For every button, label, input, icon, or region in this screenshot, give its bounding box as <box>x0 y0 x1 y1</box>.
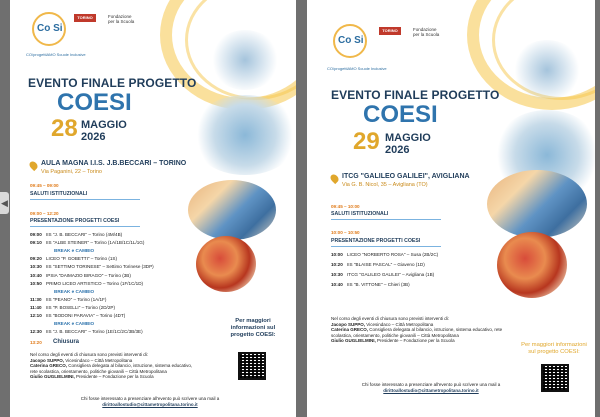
break-label: BREAK e CAMBIO <box>54 288 95 294</box>
schedule-time: 09:00 <box>30 232 42 237</box>
event-year: 2026 <box>81 131 106 143</box>
qr-code-icon[interactable] <box>238 352 266 380</box>
schedule-time: 09:20 <box>30 256 42 262</box>
project-title: COESI <box>57 89 132 116</box>
event-heading: EVENTO FINALE PROGETTO <box>331 88 500 102</box>
location-pin-icon <box>329 173 340 184</box>
students-photo <box>487 170 587 238</box>
logo-label: Co Si <box>37 23 63 34</box>
project-title: COESI <box>363 101 438 128</box>
schedule-item: ITCG "GALILEO GALILEI" – Avigliana (1B) <box>347 272 435 277</box>
partner-logo-fondazione: Fondazione per la Scuola <box>413 27 440 37</box>
break-label: BREAK e CAMBIO <box>54 321 95 327</box>
schedule-item: IIS "PEANO" – Torino (1A/1F) <box>46 296 107 302</box>
event-day: 29 <box>353 128 380 155</box>
schedule-item: IIS "BODONI PARAVIA" – Torino (4DT) <box>46 313 126 318</box>
schedule-item: IIS "ALBE STEINER" – Torino (1A/1B/1C/1L/1G) <box>46 240 145 246</box>
flyer-page-right <box>307 0 595 417</box>
schedule-item: LICEO "NORBERTO ROSA" – Susa (2B/2C) <box>347 252 439 257</box>
divider <box>30 199 140 200</box>
time-slot: 10:00 – 10:50 <box>331 230 360 235</box>
speakers-block: Nel corso degli eventi di chiusura sono previsti interventi di: Jacopo SUPPO, Vicesindaco – Città Metropolitana Caterina GRECO, Consigliera delegata al bilancio, istruzione, sistema educativo, rete scolastica, orientamento, politiche giovanili – Città Metropolitana Giulio GUGLIELMINI, Presidente – Fondazione per la Scuola <box>30 352 193 380</box>
students-photo <box>188 180 276 240</box>
tagline: CO/progettiAMO Scuole Inclusive <box>26 52 86 57</box>
schedule-time: 09:10 <box>30 240 42 246</box>
schedule-time: 10:30 <box>30 264 42 270</box>
venue-address: Via Paganini, 22 – Torino <box>41 169 102 175</box>
schedule-item: IIS "P. BOSELLI" – Torino (2D/2P) <box>46 304 115 310</box>
venue-name: ITCG "GALILEO GALILEI", AVIGLIANA <box>342 173 470 180</box>
partner-logo-torino: TORINO METROPOLI <box>379 28 403 41</box>
venue-name: AULA MAGNA I.I.S. J.B.BECCARI – TORINO <box>41 160 187 167</box>
flyer-page-left <box>10 0 296 417</box>
divider <box>331 219 441 220</box>
time-slot: 09:45 – 10:00 <box>331 204 360 209</box>
event-month: MAGGIO <box>385 132 431 144</box>
paint-splash <box>512 40 582 100</box>
event-day: 28 <box>51 115 78 142</box>
time-slot: 09:00 – 12:20 <box>30 211 59 216</box>
schedule-time: 11:40 <box>30 304 42 310</box>
artwork-photo <box>497 232 567 298</box>
divider <box>331 246 441 247</box>
partner-logo-fondazione: Fondazione per la Scuola <box>108 14 135 24</box>
logo-label: Co Si <box>338 35 364 46</box>
time-slot: 09:45 – 09:00 <box>30 183 59 188</box>
partner-logo-torino: TORINO METROPOLI <box>74 15 98 28</box>
info-label: Per maggiori informazioni sul progetto COESI: <box>521 342 587 355</box>
schedule-time: 11:30 <box>30 296 42 302</box>
schedule-item: LICEO "P. GOBETTI" – Torino (1S) <box>46 256 117 262</box>
schedule-time: 10:40 <box>331 282 343 287</box>
paint-splash <box>190 95 296 175</box>
schedule-item: IIS "SETTIMO TORINESE" – Settimo Torinese (3DP) <box>46 264 154 270</box>
divider <box>30 226 140 227</box>
schedule-item: IPSIA "DAIMAZIO BIRAGO" – Torino (3B) <box>46 272 131 278</box>
paint-splash <box>210 30 280 90</box>
schedule-item: IIS "J. B. BECCARI" – Torino (4M/4B) <box>46 232 123 237</box>
chevron-left-icon[interactable]: ◀ <box>0 192 9 214</box>
schedule-item: PRIMO LICEO ARTISTICO – Torino (1F/1C/1D) <box>46 280 144 286</box>
time-slot: 13:20 <box>30 340 42 345</box>
event-year: 2026 <box>385 144 410 156</box>
schedule-item: IIS "J. B. BECCARI" – Torino (1E/1C/2C/3B/3E) <box>46 329 143 335</box>
artwork-photo <box>196 236 256 292</box>
break-label: BREAK e CAMBIO <box>54 248 95 254</box>
section-title: SALUTI ISTITUZIONALI <box>331 211 389 217</box>
schedule-time: 10:20 <box>331 262 343 267</box>
event-heading: EVENTO FINALE PROGETTO <box>28 76 197 90</box>
schedule-time: 12:10 <box>30 313 42 318</box>
schedule-time: 10:00 <box>331 252 343 257</box>
qr-code-icon[interactable] <box>541 364 569 392</box>
venue-address: Via G. B. Nicol, 35 – Avigliana (TO) <box>342 182 428 188</box>
contact-email-link[interactable]: dirittoallostudio@cittametropolitana.torino.it <box>102 401 198 407</box>
schedule-time: 12:30 <box>30 329 42 335</box>
location-pin-icon <box>28 160 39 171</box>
speakers-block: Nel corso degli eventi di chiusura sono previsti interventi di: Jacopo SUPPO, Vicesindaco – Città Metropolitana Caterina GRECO, Consigliera delegata al bilancio, istruzione, sistema educativo, rete scolastica, orientamento, politiche giovanili – Città Metropolitana Giulio GUGLIELMINI, Presidente – Fondazione per la Scuola <box>331 316 503 344</box>
section-title: PRESENTAZIONE PROGETTI COESI <box>30 218 120 224</box>
schedule-item: IIS "BLAISE PASCAL" – Giaveno (1D) <box>347 262 425 267</box>
footer-note: Chi fosse interessato a presenziare all'evento può scrivere una mail a dirittoallostudio@cittametropolitana.torino.it <box>361 382 501 393</box>
tagline: CO/progettiAMO Scuole Inclusive <box>327 66 387 71</box>
event-month: MAGGIO <box>81 119 127 131</box>
footer-note: Chi fosse interessato a presenziare all'evento può scrivere una mail a dirittoallostudio@cittametropolitana.torino.it <box>80 396 220 407</box>
info-label: Per maggiori informazioni sul progetto COESI: <box>230 318 276 338</box>
section-title: SALUTI ISTITUZIONALI <box>30 191 88 197</box>
section-title: PRESENTAZIONE PROGETTI COESI <box>331 238 421 244</box>
schedule-time: 10:50 <box>30 280 42 286</box>
contact-email-link[interactable]: dirittoallostudio@cittametropolitana.torino.it <box>383 387 479 393</box>
schedule-time: 10:30 <box>331 272 343 277</box>
schedule-time: 10:40 <box>30 272 42 278</box>
schedule-item: IIS "B. VITTONE" – Chieri (3B) <box>347 282 410 287</box>
closing-label: Chiusura <box>53 339 80 345</box>
